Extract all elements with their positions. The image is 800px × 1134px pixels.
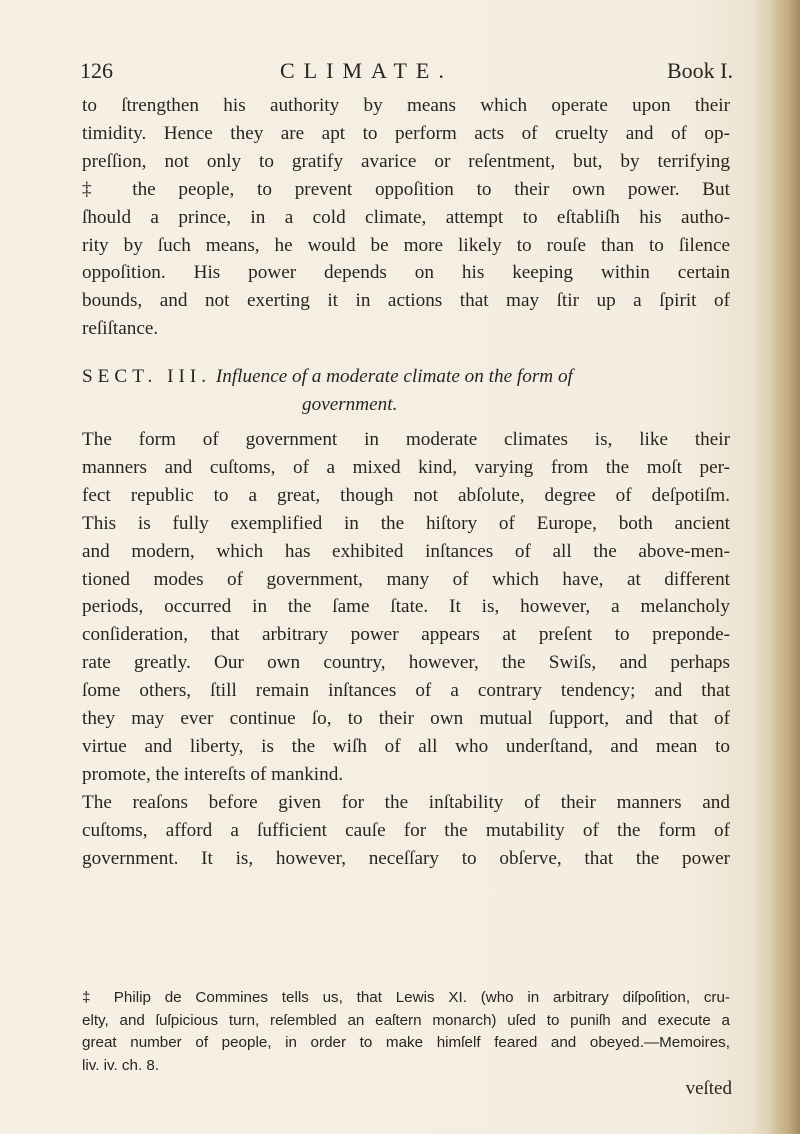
text-line: promote, the intereſts of mankind. [82, 763, 344, 785]
text-line: The reaſons before given for the inſtability of their manners and [82, 791, 730, 813]
text-line: preſſion, not only to gratify avarice or reſentment, but, by terrifying [82, 150, 730, 172]
text-line: reſiſtance. [82, 318, 159, 340]
text-line: rity by ſuch means, he would be more likely to rouſe than to ſilence [82, 234, 730, 256]
text-line: The form of government in moderate climates is, like their [82, 429, 730, 450]
text-line: This is fully exemplified in the hiſtory of Europe, both ancient [82, 512, 730, 534]
catchword: veſted [685, 1078, 732, 1099]
footnote-line: great number of people, in order to make himſelf feared and obeyed.—Memoires, [82, 1034, 730, 1051]
text-line: ‡ the people, to prevent oppoſition to their own power. But [82, 178, 730, 200]
text-line: to ſtrengthen his authority by means which operate upon their [82, 95, 730, 116]
footnote-line: liv. iv. ch. 8. [82, 1056, 160, 1074]
page-number: 126 [80, 58, 113, 83]
text-line: and modern, which has exhibited inſtances of all the above-men- [82, 540, 730, 562]
text-line: ſome others, ſtill remain inſtances of a contrary tendency; and that [82, 680, 730, 702]
text-line: manners and cuſtoms, of a mixed kind, varying from the moſt per- [82, 456, 730, 478]
running-header [80, 58, 733, 94]
paragraph-2 [82, 426, 730, 873]
footnote-line: ‡ Philip de Commines tells us, that Lewis XI. (who in arbitrary diſpoſition, cru- [82, 989, 730, 1006]
text-line: ſhould a prince, in a cold climate, attempt to eſtabliſh his autho- [82, 206, 730, 228]
text-line: conſideration, that arbitrary power appears at preſent to preponde- [82, 624, 730, 646]
text-line: fect republic to a great, though not abſolute, degree of deſpotiſm. [82, 484, 730, 506]
running-title: CLIMATE. [280, 58, 453, 83]
section-title: Influence of a moderate climate on the form of [215, 366, 573, 387]
section-label: SECT. III. [82, 366, 212, 387]
text-line: rate greatly. Our own country, however, the Swiſs, and perhaps [82, 652, 730, 674]
page-edge-shading [770, 0, 800, 1134]
text-line: tioned modes of government, many of which have, at different [82, 568, 730, 590]
text-line: virtue and liberty, is the wiſh of all who underſtand, and mean to [82, 735, 730, 757]
text-line: they may ever continue ſo, to their own mutual ſupport, and that of [82, 708, 730, 730]
paragraph-1 [82, 92, 730, 343]
book-label: Book I. [667, 58, 733, 83]
text-line: periods, occurred in the ſame ſtate. It is, however, a melancholy [82, 596, 730, 618]
text-line: cuſtoms, afford a ſufficient cauſe for the mutability of the form of [82, 819, 730, 841]
text-line: oppoſition. His power depends on his keeping within certain [82, 262, 730, 284]
footnote [82, 987, 730, 1077]
section-heading [82, 363, 730, 419]
section-title-continued: government. [302, 393, 398, 415]
text-line: bounds, and not exerting it in actions that may ſtir up a ſpirit of [82, 290, 730, 312]
footnote-line: elty, and ſuſpicious turn, reſembled an eaſtern monarch) uſed to puniſh and execute a [82, 1011, 730, 1029]
text-line: timidity. Hence they are apt to perform acts of cruelty and of op- [82, 122, 730, 144]
text-line: government. It is, however, neceſſary to obſerve, that the power [82, 847, 730, 869]
